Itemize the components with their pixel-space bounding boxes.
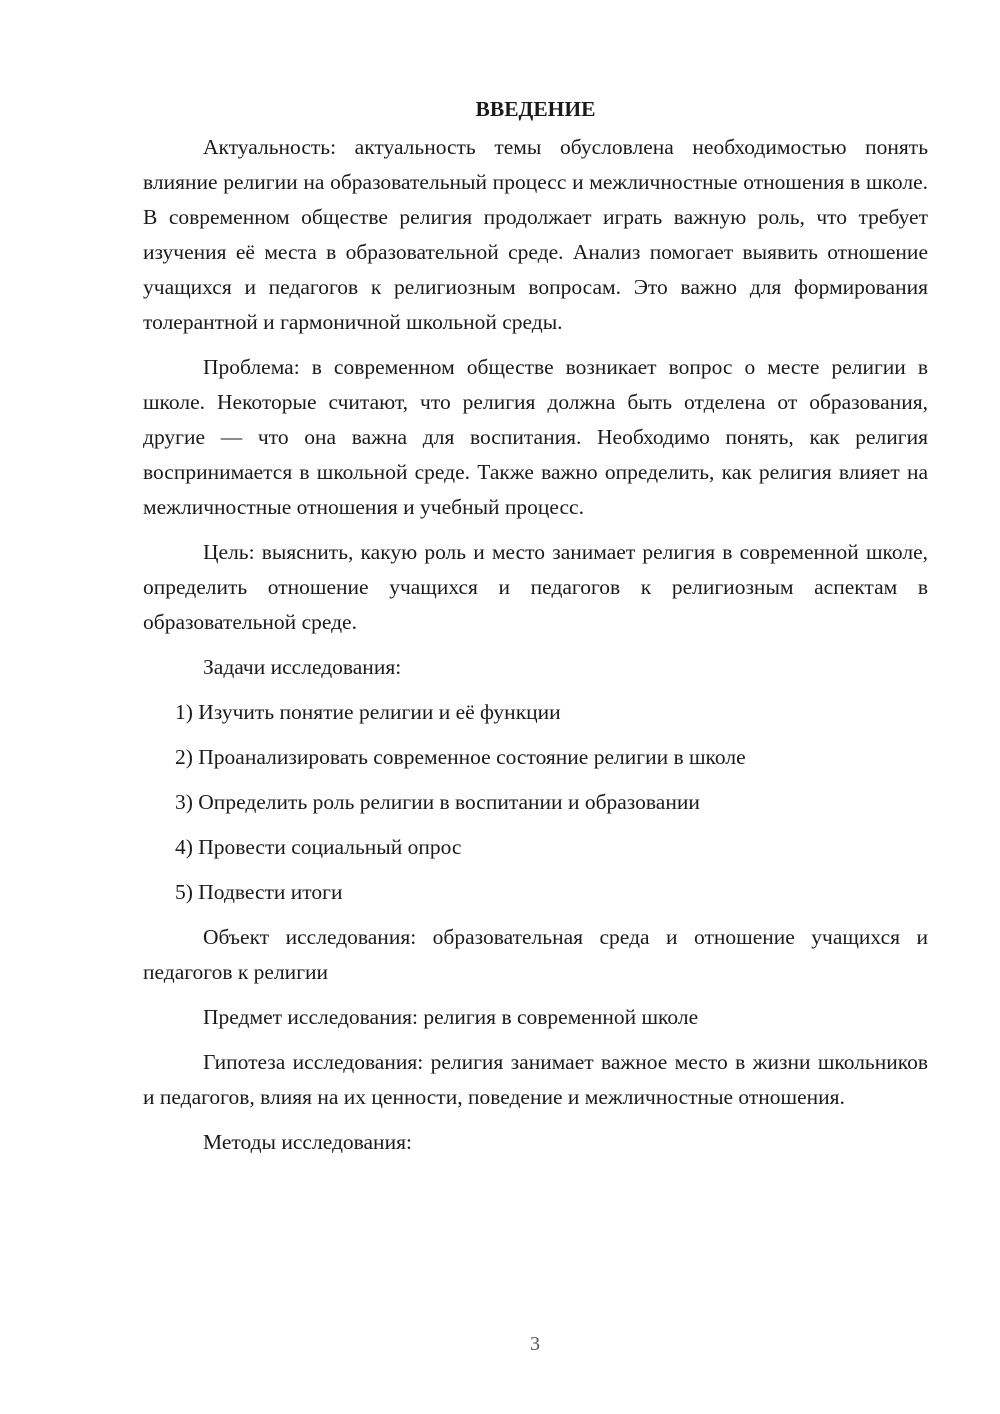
task-item-1: 1) Изучить понятие религии и её функции xyxy=(175,700,561,724)
task-item-4: 4) Провести социальный опрос xyxy=(175,835,462,859)
object-paragraph: Объект исследования: образовательная среда и отношение учащихся и педагогов к религии xyxy=(143,925,928,984)
task-item-5: 5) Подвести итоги xyxy=(175,880,343,904)
section-title: ВВЕДЕНИЕ xyxy=(475,97,596,121)
relevance-paragraph: Актуальность: актуальность темы обусловлена необходимостью понять влияние религии на образовательный процесс и межличностные отношения в школе. В современном обществе религия продолжает играть важную роль, что требует изучения её места в образовательной среде. Анализ помогает выявить отношение учащихся и педагогов к религиозным вопросам. Это важно для формирования толерантной и гармоничной школьной среды. xyxy=(143,135,928,334)
tasks-heading: Задачи исследования: xyxy=(203,655,402,679)
goal-paragraph: Цель: выяснить, какую роль и место занимает религия в современной школе, определить отношение учащихся и педагогов к религиозным аспектам в образовательной среде. xyxy=(143,540,928,634)
hypothesis-paragraph: Гипотеза исследования: религия занимает важное место в жизни школьников и педагогов, влияя на их ценности, поведение и межличностные отношения. xyxy=(143,1050,928,1109)
page-number: 3 xyxy=(530,1333,540,1355)
task-item-2: 2) Проанализировать современное состояние религии в школе xyxy=(175,745,746,769)
subject-paragraph: Предмет исследования: религия в современной школе xyxy=(203,1005,699,1029)
task-item-3: 3) Определить роль религии в воспитании и образовании xyxy=(175,790,700,814)
methods-heading: Методы исследования: xyxy=(203,1130,412,1154)
document-page xyxy=(143,92,928,1170)
problem-paragraph: Проблема: в современном обществе возникает вопрос о месте религии в школе. Некоторые считают, что религия должна быть отделена от образования, другие — что она важна для воспитания. Необходимо понять, как религия воспринимается в школьной среде. Также важно определить, как религия влияет на межличностные отношения и учебный процесс. xyxy=(143,355,928,519)
